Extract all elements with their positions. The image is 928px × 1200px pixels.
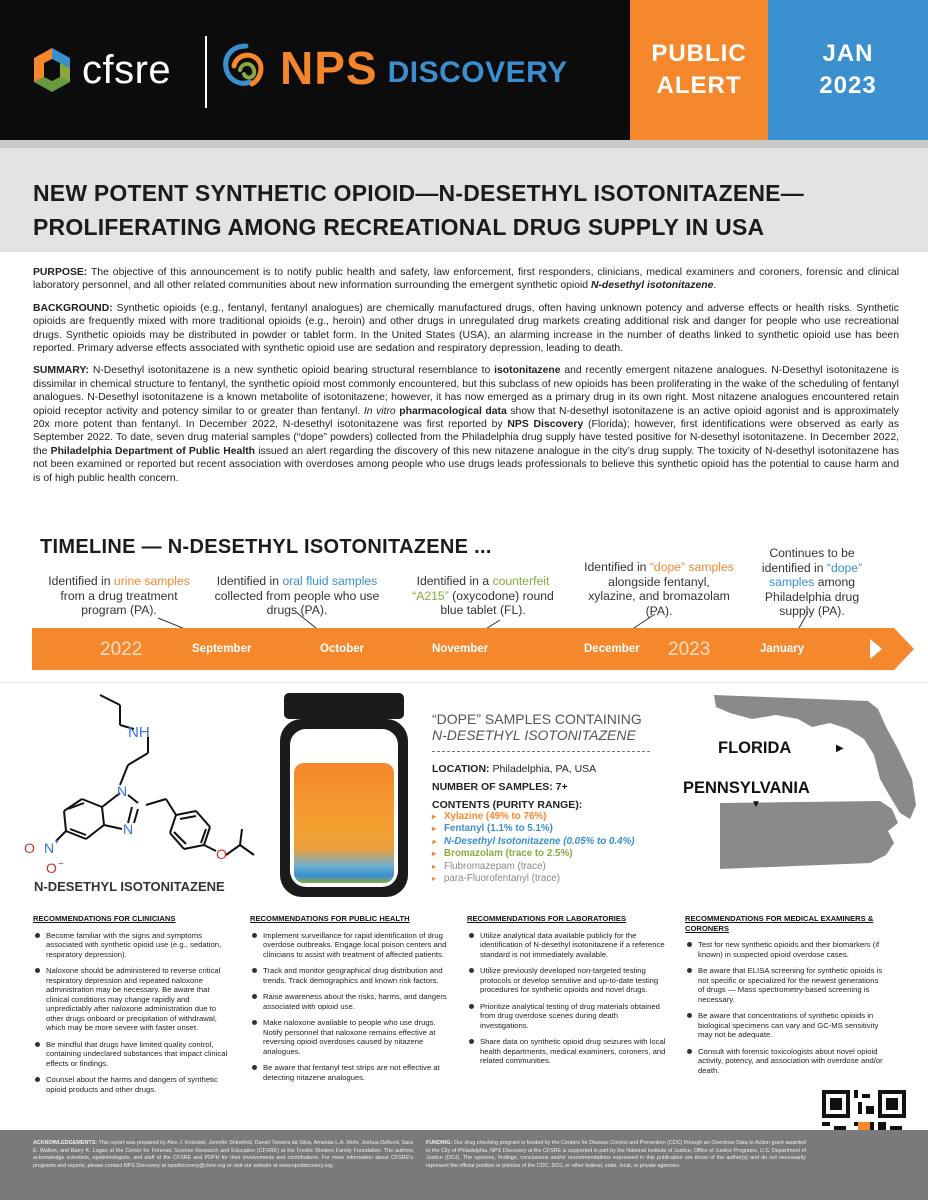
dope-samples-title	[432, 711, 662, 743]
acknowledgements	[33, 1140, 413, 1171]
funding-text: Our drug checking program is funded by the Centers for Disease Control and Prevention (CDC) through an Overdose Data to Action grant awarded to the City of Philadelphia. NPS Discovery at the CFSRE is supported in part by the National Institute of Justice, Office of Justice Programs, U.S. Department of Justice (DOJ). The opinions, findings, conclusions and/or recommendations expressed in this publication are those of the author(s) and do not necessarily represent the official position or policies of the CDC, DOJ, or other federal, state, local, or private agencies.	[426, 1140, 806, 1170]
atom-n1: N	[117, 783, 128, 799]
timeline-month-january: January	[760, 643, 805, 655]
summary-pdph: Philadelphia Department of Public Health	[50, 445, 256, 457]
cfsre-wordmark: cfsre	[82, 47, 172, 92]
rec-list	[33, 931, 233, 1095]
rec-list	[250, 931, 450, 1083]
list-item: ▸ Bromazolam (trace to 2.5%)	[432, 848, 635, 860]
timeline-note-4: Identified in “dope” samples alongside fentanyl, xylazine, and bromazolam (PA).	[584, 560, 734, 618]
list-item: Be aware that concentrations of synthetic opioids in biological specimens can vary and GC-MS sensitivity may not be adequate.	[685, 1011, 885, 1040]
summary-s2: and recently emergent nitazene analogues. N-Desethyl isotonitazene is dissimilar in chemical structure to fentanyl, the synthetic opioid most commonly encountered, but this subclass of new opioids has been proliferating in the wake of the scheduling of fentanyl analogues. N-Desethyl isotonitazene is a known metabolite of isotonitazene; however, it has now emerged as a primary drug in its own right. Most nitazene analogues encountered retain opioid receptor activity and potency similar to or greater than fentanyl.	[33, 365, 900, 417]
list-item: ▸ Fentanyl (1.1% to 5.1%)	[432, 823, 635, 835]
pennsylvania-label: PENNSYLVANIA	[683, 779, 810, 797]
list-item: Raise awareness about the risks, harms, and dangers associated with opioid use.	[250, 992, 450, 1011]
date-badge	[768, 0, 928, 140]
timeline-note-1: Identified in urine samples from a drug treatment program (PA).	[48, 574, 190, 617]
dope-sample-count: NUMBER OF SAMPLES: 7+	[432, 781, 568, 793]
list-item: ▸ Xylazine (49% to 76%)	[432, 811, 635, 823]
nps-discovery-logo[interactable]	[218, 40, 568, 96]
nps-swirl-icon	[218, 40, 274, 96]
pennsylvania-pointer-icon: ▼	[751, 799, 761, 810]
timeline-month-october: October	[320, 643, 365, 655]
list-item: Be mindful that drugs have limited quality control, containing undeclared substances that impact clinical effects or findings.	[33, 1040, 233, 1069]
summary-nps-discovery: NPS Discovery	[507, 419, 584, 431]
timeline-year-2023: 2023	[668, 639, 711, 660]
list-item: Become familiar with the signs and symptoms associated with synthetic opioid use (e.g., sedation, respiratory depression).	[33, 931, 233, 960]
atom-o1: O	[24, 840, 35, 856]
dope-title-line-1: “DOPE” SAMPLES CONTAINING	[432, 711, 642, 727]
list-item: Consult with forensic toxicologists about novel opioid activity, potency, and association with overdose and/or death.	[685, 1047, 885, 1076]
acknowledgements-text: This report was prepared by Alex J. Krotulski, Jennifer Shinefeld, Daniel Teixeira da Silva, Amanda L.A. Mohr, Joshua DeBord, Sara E. Walton, and Barry K. Logan at the Center for Forensic Science Research and Education (CFSRE) at the Fredric Rieders Family Foundation. The authors acknowledge scientists, epidemiologists, and staff at the CFSRE and PDPH for their involvements and contributions. For more information about CFSRE’s programs and reports, please contact NPS Discovery at npsdiscovery@cfsre.org or visit our website at www.npsdiscovery.org.	[33, 1140, 413, 1170]
date-month: JAN	[822, 40, 874, 67]
summary-paragraph	[33, 364, 899, 485]
discovery-wordmark: DISCOVERY	[387, 56, 568, 89]
timeline-title: TIMELINE — N-DESETHYL ISOTONITAZENE ...	[40, 536, 492, 558]
timeline-month-september: September	[192, 643, 252, 655]
purpose-paragraph	[33, 266, 899, 293]
list-item: ▸ N-Desethyl Isotonitazene (0.05% to 0.4%)	[432, 836, 635, 848]
nps-wordmark: NPS	[280, 42, 378, 94]
funding	[426, 1140, 806, 1171]
timeline-note-2: Identified in oral fluid samples collected from people who use drugs (PA).	[214, 574, 380, 617]
list-item: ▸ para-Fluorofentanyl (trace)	[432, 873, 635, 885]
timeline-note-3: Identified in a counterfeit “A215” (oxycodone) round blue tablet (FL).	[412, 574, 554, 617]
rec-list	[685, 940, 885, 1075]
atom-o2: O	[46, 860, 57, 876]
title-band	[0, 140, 928, 252]
purpose-end: .	[713, 280, 717, 292]
recommendations-medical-examiners	[685, 914, 885, 1082]
summary-s6: issued an alert regarding the discovery of this new nitazene analogue in the city’s drug supply. The toxicity of N-desethyl isotonitazene has not been examined or reported but recent association with overdoses among people who use drugs leads professionals to believe this synthetic opioid has the potential to cause harm and is of high public health concern.	[33, 445, 900, 484]
list-item: ▸ Flubromazepam (trace)	[432, 861, 635, 873]
list-item: Make naloxone available to people who use drugs. Notify personnel that naloxone remains effective at reversing opioid overdoses caused by nitazene analogues.	[250, 1018, 450, 1056]
atom-plus-charge: +	[54, 837, 60, 847]
alert-line-2: ALERT	[656, 72, 742, 99]
timeline-month-november: November	[432, 643, 489, 655]
footer	[0, 1130, 928, 1200]
date-year: 2023	[819, 72, 877, 99]
list-item: Prioritize analytical testing of drug materials obtained from drug overdose scenes during death investigations.	[467, 1002, 667, 1031]
rec-list	[467, 931, 667, 1066]
title-line-2: PROLIFERATING AMONG RECREATIONAL DRUG SUPPLY IN USA	[33, 214, 765, 240]
dope-divider	[432, 751, 650, 752]
background-paragraph	[33, 302, 899, 356]
acknowledgements-label: ACKNOWLEDGEMENTS:	[33, 1140, 98, 1146]
list-item: Be aware that ELISA screening for synthetic opioids is not specific or specialized for the newest generations of drugs — Mass spectrometry-based screening is necessary.	[685, 966, 885, 1004]
play-arrow-icon	[870, 639, 882, 659]
rec-heading: RECOMMENDATIONS FOR LABORATORIES	[467, 914, 627, 923]
summary-s5: (Florida); however, first identifications were observed as early as September 2022. To date, seven drug material samples (“dope” powders) collected from the Philadelphia drug supply have tested positive for N-desethyl isotonitazene. In December 2022, the	[33, 419, 900, 457]
sample-jar-illustration	[278, 689, 410, 899]
dope-location: LOCATION: Philadelphia, PA, USA	[432, 763, 597, 775]
summary-s4: show that N-desethyl isotonitazene is an active opioid agonist and is approximately 20x more potent than fentanyl. In December 2022, N-desethyl isotonitazene was first reported by	[33, 405, 899, 431]
page-title	[33, 176, 913, 244]
list-item: Naloxone should be administered to reverse critical respiratory depression and repeated naloxone administration may be necessary. Be aware that clinical conditions may change rapidly and unpredictably after naloxone administration due to other drugs onboard or precipitation of withdrawal, which may be more severe with faster onset.	[33, 966, 233, 1033]
background-label: BACKGROUND:	[33, 302, 113, 314]
purpose-drug: N-desethyl isotonitazene	[590, 280, 714, 292]
timeline-month-december: December	[584, 643, 640, 655]
timeline-arrow-head	[894, 628, 914, 670]
timeline-note-5: Continues to be identified in “dope” samples among Philadelphia drug supply (PA).	[761, 546, 863, 618]
purpose-label: PURPOSE:	[33, 267, 88, 278]
list-item: Counsel about the harms and dangers of synthetic opioid products and other drugs.	[33, 1075, 233, 1094]
atom-o3: O	[216, 846, 227, 862]
florida-label: FLORIDA	[718, 739, 792, 757]
dope-contents-list	[432, 811, 635, 885]
list-item: Be aware that fentanyl test strips are not effective at detecting nitazene analogues.	[250, 1063, 450, 1082]
list-item: Utilize previously developed non-targeted testing protocols or develop sensitive and up-to-date testing procedures for synthetic opioids and novel drugs.	[467, 966, 667, 995]
list-item: Utilize analytical data available publicly for the identification of N-desethyl isotonitazene if a reference standard is not immediately available.	[467, 931, 667, 960]
rec-heading: RECOMMENDATIONS FOR MEDICAL EXAMINERS & CORONERS	[685, 914, 874, 933]
summary-isotonitazene: isotonitazene	[494, 365, 561, 377]
pennsylvania-shape	[720, 801, 898, 869]
timeline-year-2022: 2022	[100, 639, 143, 660]
recommendations-clinicians	[33, 914, 233, 1101]
atom-nh: NH	[128, 724, 150, 741]
timeline-section	[0, 522, 928, 682]
rec-heading: RECOMMENDATIONS FOR PUBLIC HEALTH	[250, 914, 410, 923]
logo-divider	[205, 36, 207, 108]
summary-s1: N-Desethyl isotonitazene is a new synthetic opioid bearing structural resemblance to	[92, 365, 491, 377]
title-line-1: NEW POTENT SYNTHETIC OPIOID—N-DESETHYL ISOTONITAZENE—	[33, 180, 804, 206]
funding-label: FUNDING:	[426, 1140, 453, 1146]
list-item: Track and monitor geographical drug distribution and trends. Track demographics and known risk factors.	[250, 966, 450, 985]
list-item: Share data on synthetic opioid drug seizures with local health departments, medical examiners, coroners, and related communities.	[467, 1037, 667, 1066]
recommendations-laboratories	[467, 914, 667, 1073]
summary-label: SUMMARY:	[33, 365, 89, 377]
header	[0, 0, 928, 140]
summary-pharm-data: pharmacological data	[399, 405, 507, 417]
public-alert-badge	[630, 0, 768, 140]
molecule-structure	[20, 683, 270, 879]
dope-contents-label: CONTENTS (PURITY RANGE):	[432, 799, 583, 811]
atom-n2: N	[123, 821, 134, 837]
body-text	[33, 266, 899, 494]
rec-heading: RECOMMENDATIONS FOR CLINICIANS	[33, 914, 176, 923]
cfsre-hexagon-icon	[30, 46, 74, 94]
atom-minus-charge: −	[58, 859, 64, 870]
purpose-text: The objective of this announcement is to notify public health and safety, law enforcement, first responders, clinicians, medical examiners and coroners, forensic and clinical laboratory personnel, and all other related communities about new information surrounding the emergent synthetic opioid	[33, 267, 899, 292]
alert-line-1: PUBLIC	[651, 40, 747, 67]
molecule-name: N-DESETHYL ISOTONITAZENE	[34, 879, 225, 894]
summary-in-vitro: In vitro	[363, 405, 396, 417]
middle-section	[0, 682, 928, 902]
dope-title-line-2: N-DESETHYL ISOTONITAZENE	[432, 727, 636, 743]
list-item: Implement surveillance for rapid identification of drug overdose outbreaks. Engage local poison centers and clinicians to assist with treatment of affected patients.	[250, 931, 450, 960]
atom-n-plus: N	[44, 840, 55, 856]
list-item: Test for new synthetic opioids and their biomarkers (if known) in suspected opioid overdose cases.	[685, 940, 885, 959]
florida-pointer-icon: ▶	[836, 743, 844, 754]
recommendations-section	[0, 904, 928, 1130]
recommendations-public-health	[250, 914, 450, 1089]
cfsre-logo[interactable]	[30, 46, 171, 94]
background-text: Synthetic opioids (e.g., fentanyl, fentanyl analogues) are chemically manufactured drugs, often having unknown potency and adverse effects or health risks. Synthetic opioids are frequently mixed with more traditional opioids (e.g., heroin) and other drugs in unregulated drug markets creating additional risk and danger for people who use recreational drugs. Synthetic opioids may be distributed in powder or tablet form. In the United States (USA), an alarming increase in the number of deaths linked to synthetic opioid use has been reported. Primary adverse effects associated with synthetic opioid use are sedation and respiratory depression, leading to death.	[33, 302, 899, 355]
